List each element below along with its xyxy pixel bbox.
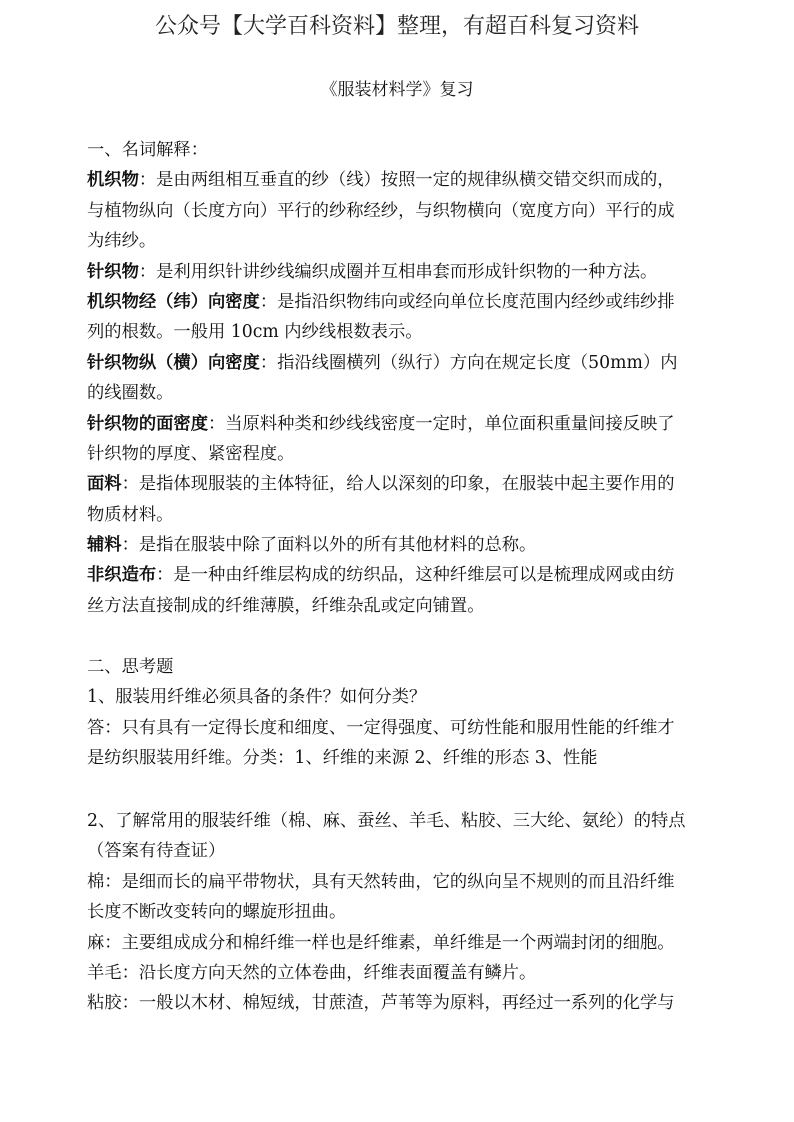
definition-item bbox=[87, 287, 717, 348]
term-label: 非织造布 bbox=[87, 565, 157, 586]
definition-item bbox=[87, 469, 717, 530]
fiber-answer-line: 长度不断改变转向的螺旋形扭曲。 bbox=[87, 902, 347, 923]
section2 bbox=[87, 652, 717, 1019]
fiber-answer-line: 麻：主要组成成分和棉纤维一样也是纤维素，单纤维是一个两端封闭的细胞。 bbox=[87, 932, 675, 953]
definition-text: ：指沿线圈横列（纵行）方向在规定长度（50mm）内 bbox=[259, 352, 678, 373]
definition-text: ：是一种由纤维层构成的纺织品，这种纤维层可以是梳理成网或由纺 bbox=[156, 565, 675, 586]
term-label: 针织物的面密度 bbox=[87, 413, 208, 434]
term-label: 机织物经（纬）向密度 bbox=[87, 291, 260, 312]
answer-1-line: 是纺织服装用纤维。分类：1、纤维的来源 2、纤维的形态 3、性能 bbox=[87, 748, 598, 769]
section1-heading: 一、名词解释： bbox=[87, 140, 208, 160]
definition-item bbox=[87, 257, 717, 287]
definition-item bbox=[87, 409, 717, 470]
definition-text: ：是指沿织物纬向或经向单位长度范围内经纱或纬纱排 bbox=[259, 291, 675, 312]
section1 bbox=[87, 135, 717, 621]
fiber-answer bbox=[87, 958, 717, 988]
term-list bbox=[87, 165, 717, 621]
term-label: 辅料 bbox=[87, 535, 122, 556]
answer-2-list bbox=[87, 867, 717, 1019]
question-1: 1、服装用纤维必须具备的条件？如何分类？ bbox=[87, 687, 427, 708]
term-label: 针织物纵（横）向密度 bbox=[87, 352, 260, 373]
definition-line bbox=[87, 469, 717, 499]
fiber-answer bbox=[87, 988, 717, 1018]
definition-line bbox=[87, 348, 717, 378]
definition-line bbox=[87, 560, 717, 590]
fiber-answer bbox=[87, 928, 717, 958]
definition-line: 为纬纱。 bbox=[87, 231, 157, 252]
document-title: 《服装材料学》复习 bbox=[320, 80, 474, 100]
definition-line: 物质材料。 bbox=[87, 504, 174, 525]
definition-item bbox=[87, 348, 717, 409]
definition-line: 针织物的厚度、紧密程度。 bbox=[87, 443, 295, 464]
definition-line: 与植物纵向（长度方向）平行的纱称经纱，与织物横向（宽度方向）平行的成 bbox=[87, 200, 675, 221]
definition-line: 丝方法直接制成的纤维薄膜，纤维杂乱或定向铺置。 bbox=[87, 595, 485, 616]
definition-item bbox=[87, 560, 717, 621]
definition-line bbox=[87, 287, 717, 317]
definition-line bbox=[87, 530, 717, 560]
definition-text: ：是指在服装中除了面料以外的所有其他材料的总称。 bbox=[121, 535, 537, 556]
section2-heading: 二、思考题 bbox=[87, 657, 174, 677]
definition-text: ：当原料种类和纱线线密度一定时，单位面积重量间接反映了 bbox=[207, 413, 675, 434]
term-label: 面料 bbox=[87, 474, 122, 495]
question-2-line: 2、了解常用的服装纤维（棉、麻、蚕丝、羊毛、粘胶、三大纶、氨纶）的特点 bbox=[87, 810, 686, 831]
fiber-answer-line: 棉：是细而长的扁平带物状，具有天然转曲，它的纵向呈不规则的而且沿纤维 bbox=[87, 871, 675, 892]
definition-text: ：是由两组相互垂直的纱（线）按照一定的规律纵横交错交织而成的， bbox=[138, 170, 675, 191]
definition-text: ：是指体现服装的主体特征，给人以深刻的印象，在服装中起主要作用的 bbox=[121, 474, 675, 495]
answer-1-line: 答：只有具有一定得长度和细度、一定得强度、可纺性能和服用性能的纤维才 bbox=[87, 717, 675, 738]
definition-line bbox=[87, 165, 717, 195]
fiber-answer-line: 粘胶：一般以木材、棉短绒，甘蔗渣，芦苇等为原料，再经过一系列的化学与 bbox=[87, 993, 675, 1014]
definition-text: ：是利用织针讲纱线编织成圈并互相串套而形成针织物的一种方法。 bbox=[138, 261, 658, 282]
term-label: 机织物 bbox=[87, 170, 139, 191]
definition-item bbox=[87, 165, 717, 256]
spacer bbox=[87, 774, 717, 804]
fiber-answer bbox=[87, 867, 717, 928]
definition-line: 列的根数。一般用 10cm 内纱线根数表示。 bbox=[87, 322, 423, 343]
fiber-answer-line: 羊毛：沿长度方向天然的立体卷曲，纤维表面覆盖有鳞片。 bbox=[87, 962, 537, 983]
definition-item bbox=[87, 530, 717, 560]
term-label: 针织物 bbox=[87, 261, 139, 282]
question-2-line: （答案有待查证） bbox=[87, 841, 226, 862]
definition-line bbox=[87, 409, 717, 439]
page-header: 公众号【大学百科资料】整理，有超百科复习资料 bbox=[154, 14, 639, 39]
definition-line bbox=[87, 257, 717, 287]
definition-line: 的线圈数。 bbox=[87, 383, 174, 404]
